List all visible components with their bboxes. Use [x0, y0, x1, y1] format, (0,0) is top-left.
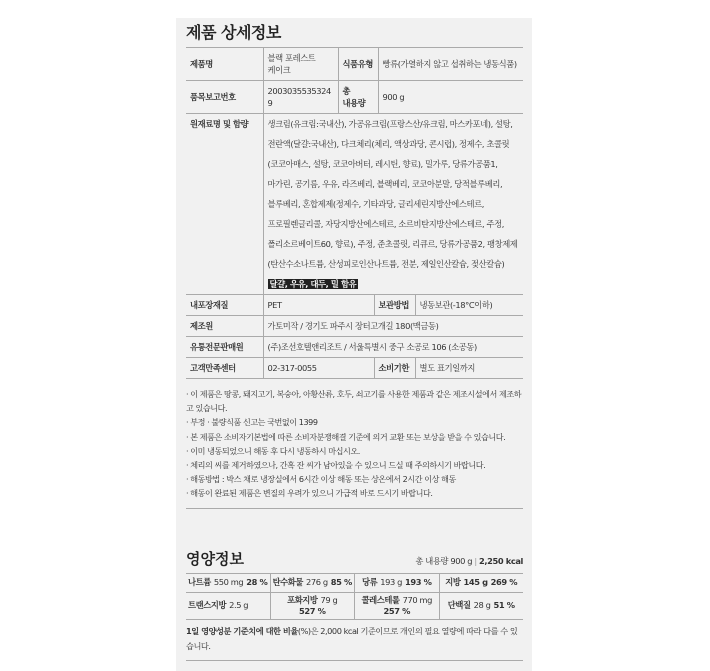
label: 총 내용량	[338, 81, 378, 114]
value: 02-317-0055	[263, 358, 374, 379]
nutrition-total: 총 내용량 900 g | 2,250 kcal	[415, 555, 523, 566]
spec-table-2	[186, 295, 523, 379]
nutrient-sugars: 당류 193 g 193 %	[354, 574, 439, 592]
label: 제조원	[186, 316, 263, 337]
product-detail-panel	[176, 18, 532, 671]
note: · 이 제품은 땅콩, 돼지고기, 복숭아, 아황산류, 호두, 쇠고기를 사용한 제품과 같은 제조시설에서 제조하고 있습니다.	[186, 389, 522, 414]
nutrition-title: 영양정보	[186, 549, 244, 568]
value: 블랙 포레스트 케이크	[263, 48, 338, 81]
value: PET	[263, 295, 374, 316]
value: 900 g	[378, 81, 523, 114]
value: 냉동보관(-18°C이하)	[415, 295, 523, 316]
table-row	[186, 48, 523, 81]
nutrition-header	[186, 549, 523, 569]
allergy-badge: 달걀, 우유, 대두, 밀 함유	[269, 279, 357, 289]
label: 식품유형	[338, 48, 378, 81]
total-volume: 총 내용량 900 g	[415, 555, 473, 566]
value: (주)조선호텔앤리조트 / 서울특별시 중구 소공로 106 (소공동)	[263, 337, 523, 358]
note: · 해동방법 : 박스 채로 냉장실에서 6시간 이상 해동 또는 상온에서 2시간 이상 해동	[186, 474, 456, 485]
nutrient-protein: 단백질 28 g 51 %	[439, 593, 524, 619]
label: 품목보고번호	[186, 81, 263, 114]
label: 고객만족센터	[186, 358, 263, 379]
footnote-bold: 1일 영양성분 기준치에 대한 비율	[186, 625, 298, 636]
nutrient-carbs: 탄수화물 276 g 85 %	[270, 574, 355, 592]
notes-list	[186, 387, 523, 509]
label: 제품명	[186, 48, 263, 81]
nutrition-row	[186, 573, 523, 593]
total-kcal: 2,250 kcal	[478, 555, 523, 566]
footnote-text: (%)은 2,000 kcal 기준이므로 개인의 필요 열량에 따라 다를 수 있습니다.	[186, 625, 518, 651]
value: 별도 표기일까지	[415, 358, 523, 379]
note: · 체리의 씨를 제거하였으나, 간혹 잔 씨가 남아있을 수 있으니 드실 때 주의하시기 바랍니다.	[186, 460, 486, 471]
note: · 이미 냉동되었으니 해동 후 다시 냉동하시 마십시오.	[186, 445, 360, 456]
nutrient-trans-fat: 트랜스지방 2.5 g	[188, 600, 249, 611]
table-row	[186, 337, 523, 358]
nutrition-footnote	[186, 624, 523, 661]
ingredients: 생크림(유크림:국내산), 가공유크림(프랑스산/유크림, 마스카포네), 설탕, 전란액(달걀:국내산), 다크체리(체리, 액상과당, 콘시럽), 정제수, 초콜릿(코코아매스, 설탕, 코코아버터, 레시틴, 향료), 밀가루, 당류가공품1, 마가린, 공기름, 우유, 라즈베리, 블랙베리, 코코아분말, 당적블루베리, 블루베리, 혼합제제(정제수, 기타과당, 글리세린지방산에스테르, 프로필렌글리콜, 자당지방산에스테르, 소르비탄지방산에스테르, 주정, 폴리소르베이트60, 향료), 주정, 준초콜릿, 리큐르, 당류가공품2, 팽창제제(탄산수소나트륨, 산성피로인산나트륨, 전분, 제일인산칼슘, 젖산칼슘)	[267, 119, 518, 269]
value: 빵류(가열하지 않고 섭취하는 냉동식품)	[378, 48, 523, 81]
label: 유통전문판매원	[186, 337, 263, 358]
nutrient-saturated-fat: 포화지방 79 g 527 %	[270, 593, 355, 619]
table-row	[186, 114, 523, 295]
label: 소비기한	[374, 358, 415, 379]
table-row	[186, 81, 523, 114]
note: · 해동이 완료된 제품은 변질의 우려가 있으니 가급적 바로 드시기 바랍니다.	[186, 488, 433, 499]
label: 원재료명 및 함량	[186, 114, 263, 295]
page-title: 제품 상세정보	[186, 23, 281, 42]
nutrient-sodium: 나트륨 550 mg 28 %	[188, 577, 268, 588]
ingredients-cell	[263, 114, 523, 295]
table-row	[186, 295, 523, 316]
note: · 부정 · 불량식품 신고는 국번없이 1399	[186, 417, 318, 428]
nutrient-cholesterol: 콜레스테롤 770 mg 257 %	[354, 593, 439, 619]
label: 내포장재질	[186, 295, 263, 316]
label: 보관방법	[374, 295, 415, 316]
nutrition-row	[186, 593, 523, 620]
table-row	[186, 358, 523, 379]
table-row	[186, 316, 523, 337]
value: 20030355353249	[263, 81, 338, 114]
note: · 본 제품은 소비자기본법에 따른 소비자분쟁해결 기준에 의거 교환 또는 보상을 받을 수 있습니다.	[186, 431, 506, 442]
spec-table	[186, 47, 523, 295]
nutrient-fat: 지방 145 g 269 %	[439, 574, 524, 592]
value: 가토미작 / 경기도 파주시 장터고개길 180(맥금동)	[263, 316, 523, 337]
